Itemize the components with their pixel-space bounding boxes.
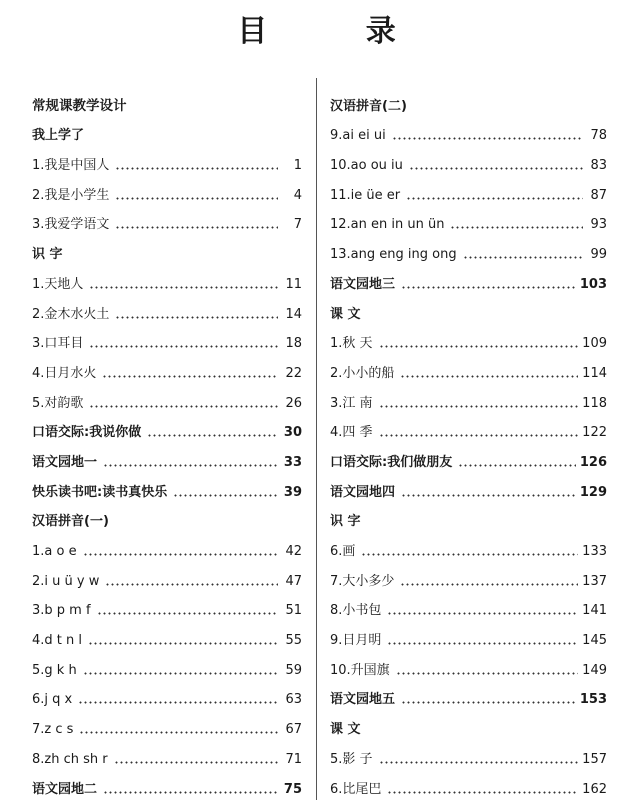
toc-entry bbox=[32, 648, 302, 678]
toc-page-number: 118 bbox=[582, 395, 607, 411]
toc-page-number: 162 bbox=[582, 781, 607, 797]
toc-entry-label: 我上学了 bbox=[32, 128, 85, 144]
toc-page-number: 1 bbox=[293, 158, 302, 174]
toc-entry-label: 8.小书包 bbox=[330, 603, 382, 619]
toc-section-heading bbox=[32, 470, 302, 500]
toc-dot-leader bbox=[458, 464, 576, 467]
toc-dot-leader bbox=[88, 642, 278, 645]
toc-page-number: 133 bbox=[582, 544, 607, 559]
toc-entry-label: 2.我是小学生 bbox=[32, 187, 110, 203]
toc-dot-leader bbox=[89, 286, 278, 289]
toc-entry-label: 3.江 南 bbox=[330, 395, 373, 411]
toc-dot-leader bbox=[406, 197, 583, 200]
toc-entry bbox=[330, 232, 607, 262]
toc-dot-leader bbox=[387, 791, 578, 794]
toc-entry-label: 口语交际:我们做朋友 bbox=[330, 454, 453, 470]
toc-entry-label: 4.四 季 bbox=[330, 425, 373, 441]
toc-page-number: 141 bbox=[582, 603, 607, 619]
page-title: 目 录 bbox=[237, 14, 440, 49]
toc-entry-label: 9.日月明 bbox=[330, 633, 382, 649]
toc-dot-leader bbox=[89, 345, 278, 348]
toc-dot-leader bbox=[83, 672, 278, 675]
toc-entry bbox=[32, 529, 302, 559]
toc-section-heading bbox=[32, 767, 302, 797]
toc-dot-leader bbox=[392, 137, 583, 140]
toc-left-column bbox=[32, 84, 302, 797]
toc-section-heading bbox=[330, 470, 607, 500]
toc-page-number: 71 bbox=[285, 751, 302, 767]
toc-dot-leader bbox=[361, 553, 578, 556]
toc-page-number: 39 bbox=[283, 484, 302, 500]
toc-dot-leader bbox=[396, 672, 578, 675]
toc-page-number: 14 bbox=[285, 306, 302, 322]
toc-entry bbox=[330, 143, 607, 173]
toc-entry bbox=[330, 114, 607, 144]
toc-entry-label: 8.zh ch sh r bbox=[32, 751, 108, 767]
toc-entry-label: 常规课教学设计 bbox=[32, 97, 127, 114]
toc-entry bbox=[330, 203, 607, 233]
toc-section-heading bbox=[330, 707, 607, 737]
toc-dot-leader bbox=[401, 286, 576, 289]
toc-entry-label: 5.对韵歌 bbox=[32, 395, 84, 411]
toc-entry bbox=[32, 589, 302, 619]
toc-entry-label: 语文园地五 bbox=[330, 692, 396, 708]
toc-entry-label: 5.g k h bbox=[32, 662, 77, 678]
toc-entry bbox=[330, 648, 607, 678]
toc-dot-leader bbox=[379, 434, 579, 437]
toc-dot-leader bbox=[97, 612, 278, 615]
toc-page-number: 26 bbox=[285, 395, 302, 411]
toc-entry-label: 11.ie üe er bbox=[330, 187, 401, 203]
toc-page-number: 78 bbox=[590, 128, 607, 144]
toc-dot-leader bbox=[115, 226, 278, 229]
toc-entry-label: 1.我是中国人 bbox=[32, 158, 110, 174]
toc-entry-label: 识 字 bbox=[330, 514, 361, 530]
toc-dot-leader bbox=[450, 226, 583, 229]
toc-page-number: 129 bbox=[579, 484, 607, 500]
toc-entry-label: 13.ang eng ing ong bbox=[330, 247, 457, 263]
toc-entry-label: 汉语拼音(二) bbox=[330, 98, 407, 114]
toc-dot-leader bbox=[115, 167, 278, 170]
toc-entry bbox=[330, 529, 607, 559]
toc-entry-label: 7.大小多少 bbox=[330, 573, 395, 589]
toc-page-number: 83 bbox=[590, 158, 607, 174]
toc-entry bbox=[330, 381, 607, 411]
toc-entry-label: 1.a o e bbox=[32, 544, 77, 559]
toc-entry-label: 1.天地人 bbox=[32, 276, 84, 292]
toc-dot-leader bbox=[173, 494, 278, 497]
toc-dot-leader bbox=[102, 375, 278, 378]
toc-dot-leader bbox=[89, 405, 278, 408]
toc-dot-leader bbox=[103, 791, 278, 794]
toc-page-number: 22 bbox=[285, 365, 302, 381]
toc-dot-leader bbox=[114, 761, 278, 764]
toc-entry bbox=[330, 559, 607, 589]
toc-entry-label: 4.日月水火 bbox=[32, 365, 97, 381]
toc-entry bbox=[330, 411, 607, 441]
toc-entry-label: 2.金木水火土 bbox=[32, 306, 110, 322]
toc-entry bbox=[32, 678, 302, 708]
toc-entry-label: 2.小小的船 bbox=[330, 365, 395, 381]
toc-entry bbox=[32, 737, 302, 767]
toc-entry-label: 12.an en in un ün bbox=[330, 217, 445, 233]
toc-entry-label: 6.画 bbox=[330, 544, 356, 559]
toc-entry bbox=[330, 322, 607, 352]
toc-dot-leader bbox=[379, 405, 579, 408]
toc-entry-label: 3.b p m f bbox=[32, 603, 91, 619]
toc-entry-label: 10.ao ou iu bbox=[330, 158, 403, 174]
toc-section-heading bbox=[32, 114, 302, 144]
toc-entry-label: 课 文 bbox=[330, 306, 361, 322]
toc-entry-label: 语文园地四 bbox=[330, 484, 396, 500]
toc-entry-label: 语文园地一 bbox=[32, 454, 98, 470]
toc-entry bbox=[32, 618, 302, 648]
toc-entry-label: 6.j q x bbox=[32, 692, 73, 708]
column-divider bbox=[316, 78, 317, 800]
toc-section-heading bbox=[32, 84, 302, 114]
toc-page-number: 67 bbox=[285, 722, 302, 738]
toc-section-heading bbox=[330, 262, 607, 292]
toc-section-heading bbox=[330, 292, 607, 322]
toc-page-number: 126 bbox=[579, 454, 607, 470]
toc-entry-label: 10.升国旗 bbox=[330, 662, 390, 678]
toc-entry-label: 1.秋 天 bbox=[330, 336, 373, 352]
toc-dot-leader bbox=[105, 583, 278, 586]
toc-dot-leader bbox=[78, 701, 278, 704]
toc-dot-leader bbox=[79, 731, 278, 734]
toc-dot-leader bbox=[103, 464, 278, 467]
toc-page-number: 33 bbox=[283, 454, 302, 470]
toc-section-heading bbox=[32, 411, 302, 441]
toc-page-number: 137 bbox=[582, 573, 607, 589]
toc-page-number: 18 bbox=[285, 336, 302, 352]
toc-entry-label: 快乐读书吧:读书真快乐 bbox=[32, 484, 168, 500]
toc-entry-label: 语文园地二 bbox=[32, 781, 98, 797]
toc-entry-label: 汉语拼音(一) bbox=[32, 514, 109, 530]
toc-entry-label: 3.我爱学语文 bbox=[32, 217, 110, 233]
toc-entry bbox=[330, 767, 607, 797]
toc-page-number: 51 bbox=[285, 603, 302, 619]
toc-entry-label: 课 文 bbox=[330, 722, 361, 738]
toc-entry bbox=[32, 707, 302, 737]
toc-entry bbox=[32, 262, 302, 292]
toc-right-column bbox=[330, 84, 607, 797]
toc-dot-leader bbox=[147, 434, 278, 437]
toc-entry bbox=[32, 351, 302, 381]
toc-entry-label: 7.z c s bbox=[32, 722, 74, 738]
toc-page-number: 59 bbox=[285, 662, 302, 678]
toc-dot-leader bbox=[400, 583, 578, 586]
toc-page-number: 157 bbox=[582, 751, 607, 767]
toc-page-number: 30 bbox=[283, 425, 302, 441]
toc-entry bbox=[32, 381, 302, 411]
toc-section-heading bbox=[32, 232, 302, 262]
toc-entry bbox=[330, 173, 607, 203]
toc-page-number: 103 bbox=[579, 276, 607, 292]
toc-section-heading bbox=[330, 440, 607, 470]
toc-page-number: 149 bbox=[582, 662, 607, 678]
toc-dot-leader bbox=[400, 375, 578, 378]
toc-entry bbox=[32, 292, 302, 322]
toc-page-number: 4 bbox=[293, 187, 302, 203]
toc-page-number: 93 bbox=[590, 217, 607, 233]
toc-page-number: 153 bbox=[579, 692, 607, 708]
toc-page-number: 109 bbox=[582, 336, 607, 352]
toc-section-heading bbox=[330, 678, 607, 708]
toc-entry bbox=[32, 559, 302, 589]
toc-entry-label: 口语交际:我说你做 bbox=[32, 425, 142, 441]
toc-section-heading bbox=[330, 500, 607, 530]
toc-section-heading bbox=[32, 500, 302, 530]
toc-section-heading bbox=[32, 440, 302, 470]
toc-page-number: 75 bbox=[283, 781, 302, 797]
toc-section-heading bbox=[330, 84, 607, 114]
toc-page-number: 87 bbox=[590, 187, 607, 203]
toc-dot-leader bbox=[379, 345, 579, 348]
toc-entry-label: 语文园地三 bbox=[330, 276, 396, 292]
toc-page-number: 145 bbox=[582, 633, 607, 649]
toc-page-number: 55 bbox=[285, 633, 302, 649]
toc-entry bbox=[330, 737, 607, 767]
toc-entry-label: 6.比尾巴 bbox=[330, 781, 382, 797]
toc-page-number: 11 bbox=[285, 276, 302, 292]
toc-entry bbox=[32, 203, 302, 233]
toc-dot-leader bbox=[387, 612, 578, 615]
toc-entry-label: 识 字 bbox=[32, 247, 63, 263]
toc-entry-label: 5.影 子 bbox=[330, 751, 373, 767]
toc-page-number: 114 bbox=[582, 365, 607, 381]
toc-page-number: 99 bbox=[590, 247, 607, 263]
toc-dot-leader bbox=[409, 167, 583, 170]
toc-entry bbox=[330, 589, 607, 619]
toc-dot-leader bbox=[401, 494, 576, 497]
toc-dot-leader bbox=[387, 642, 578, 645]
toc-page-number: 42 bbox=[285, 544, 302, 559]
toc-dot-leader bbox=[115, 316, 278, 319]
toc-entry bbox=[32, 173, 302, 203]
toc-page-number: 63 bbox=[285, 692, 302, 708]
toc-dot-leader bbox=[463, 256, 583, 259]
toc-page-number: 47 bbox=[285, 573, 302, 589]
toc-dot-leader bbox=[401, 701, 576, 704]
toc-entry-label: 4.d t n l bbox=[32, 633, 83, 649]
toc-entry-label: 3.口耳目 bbox=[32, 336, 84, 352]
toc-entry-label: 2.i u ü y w bbox=[32, 573, 100, 589]
toc-entry bbox=[32, 322, 302, 352]
toc-entry bbox=[32, 143, 302, 173]
toc-entry bbox=[330, 618, 607, 648]
toc-dot-leader bbox=[83, 553, 278, 556]
toc-entry-label: 9.ai ei ui bbox=[330, 128, 386, 144]
toc-page-number: 122 bbox=[582, 425, 607, 441]
toc-dot-leader bbox=[115, 197, 278, 200]
toc-dot-leader bbox=[379, 761, 579, 764]
toc-page-number: 7 bbox=[293, 217, 302, 233]
toc-entry bbox=[330, 351, 607, 381]
